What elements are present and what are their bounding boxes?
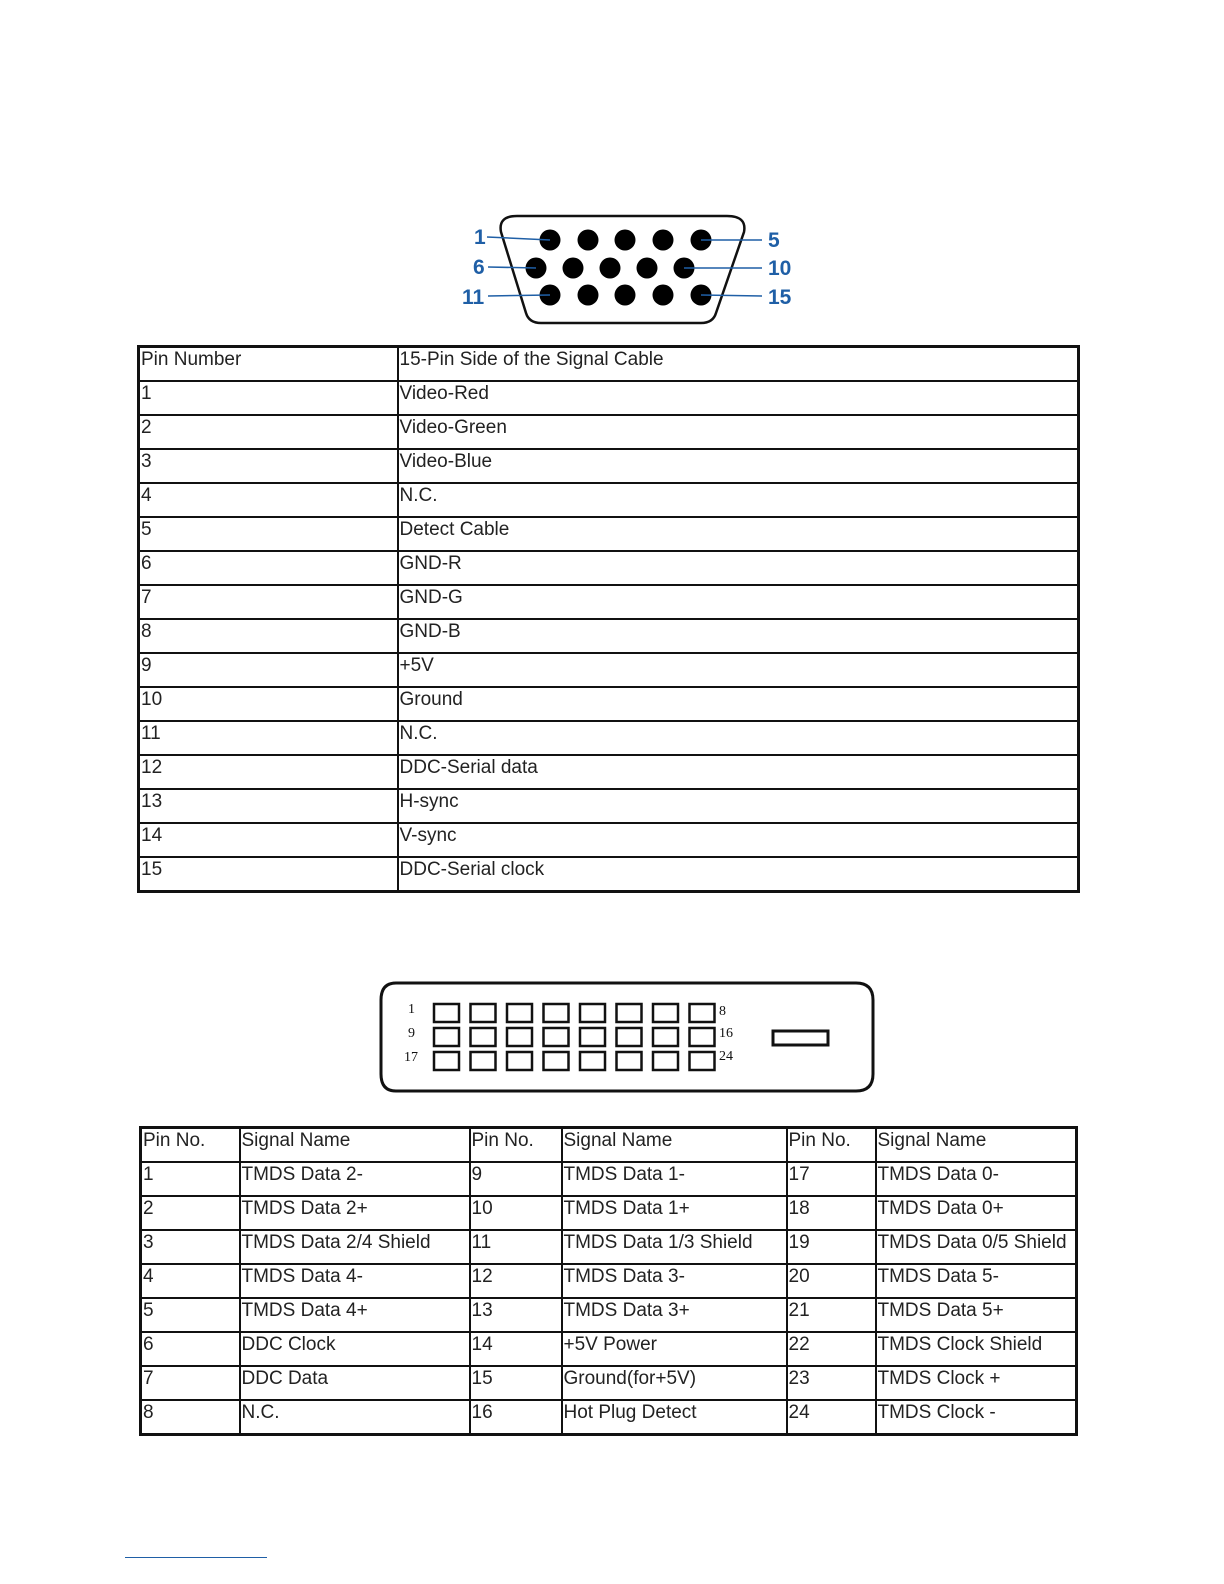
table-cell: H-sync xyxy=(398,789,1079,823)
table-cell: TMDS Clock Shield xyxy=(876,1332,1077,1366)
table-cell: TMDS Data 1/3 Shield xyxy=(562,1230,787,1264)
dvi-label-pin-1: 1 xyxy=(408,1002,415,1017)
table-cell: N.C. xyxy=(398,483,1079,517)
table-row xyxy=(141,1196,1077,1230)
table-row xyxy=(139,415,1079,449)
table-row xyxy=(139,687,1079,721)
table-cell: 10 xyxy=(470,1196,562,1230)
table-row xyxy=(139,449,1079,483)
table-row xyxy=(141,1264,1077,1298)
column-header: Signal Name xyxy=(562,1128,787,1163)
table-cell: 2 xyxy=(139,415,398,449)
table-row xyxy=(139,619,1079,653)
table-cell: 11 xyxy=(139,721,398,755)
table-cell: GND-R xyxy=(398,551,1079,585)
vga-pin xyxy=(578,285,599,306)
table-cell: TMDS Data 3- xyxy=(562,1264,787,1298)
table-row xyxy=(139,483,1079,517)
table-cell: 11 xyxy=(470,1230,562,1264)
table-cell: N.C. xyxy=(240,1400,470,1435)
table-cell: TMDS Data 2- xyxy=(240,1162,470,1196)
vga-pin xyxy=(615,230,636,251)
dvi-pin xyxy=(690,1028,715,1046)
table-row xyxy=(139,857,1079,892)
dvi-pin xyxy=(653,1004,678,1022)
dvi-pin-table xyxy=(139,1126,1078,1436)
dvi-pin xyxy=(434,1004,459,1022)
table-row xyxy=(139,755,1079,789)
footer-rule xyxy=(125,1557,267,1558)
dvi-pin xyxy=(471,1028,496,1046)
table-row xyxy=(141,1332,1077,1366)
table-cell: 7 xyxy=(141,1366,240,1400)
table-cell: TMDS Data 5+ xyxy=(876,1298,1077,1332)
vga-label-pin-15: 15 xyxy=(768,286,792,309)
table-cell: 5 xyxy=(139,517,398,551)
table-cell: 24 xyxy=(787,1400,876,1435)
dvi-pin xyxy=(617,1052,642,1070)
table-cell: 18 xyxy=(787,1196,876,1230)
table-header-row xyxy=(139,347,1079,382)
table-cell: 4 xyxy=(141,1264,240,1298)
table-cell: Video-Red xyxy=(398,381,1079,415)
table-row xyxy=(139,517,1079,551)
dvi-label-pin-24: 24 xyxy=(719,1049,733,1064)
table-row xyxy=(139,585,1079,619)
dvi-pin xyxy=(507,1028,532,1046)
table-cell: 9 xyxy=(139,653,398,687)
table-cell: 4 xyxy=(139,483,398,517)
table-cell: 13 xyxy=(470,1298,562,1332)
dvi-pin xyxy=(690,1004,715,1022)
table-cell: TMDS Data 4+ xyxy=(240,1298,470,1332)
column-header: Signal Name xyxy=(876,1128,1077,1163)
vga-pin xyxy=(563,258,584,279)
table-cell: TMDS Data 3+ xyxy=(562,1298,787,1332)
table-cell: Video-Green xyxy=(398,415,1079,449)
dvi-pin xyxy=(617,1028,642,1046)
table-cell: 3 xyxy=(141,1230,240,1264)
table-cell: 8 xyxy=(139,619,398,653)
table-row xyxy=(141,1162,1077,1196)
table-cell: 14 xyxy=(470,1332,562,1366)
dvi-connector-diagram xyxy=(376,978,876,1100)
table-cell: +5V xyxy=(398,653,1079,687)
table-cell: DDC-Serial clock xyxy=(398,857,1079,892)
vga-pin xyxy=(653,230,674,251)
table-cell: 6 xyxy=(141,1332,240,1366)
vga-pin xyxy=(600,258,621,279)
table-cell: TMDS Data 0- xyxy=(876,1162,1077,1196)
dvi-connector-shell xyxy=(381,983,873,1091)
table-cell: Ground xyxy=(398,687,1079,721)
table-row xyxy=(139,823,1079,857)
dvi-pin xyxy=(544,1004,569,1022)
table-cell: GND-B xyxy=(398,619,1079,653)
dvi-label-pin-9: 9 xyxy=(408,1026,415,1041)
table-cell: TMDS Data 1- xyxy=(562,1162,787,1196)
table-cell: 9 xyxy=(470,1162,562,1196)
column-header: Signal Name xyxy=(240,1128,470,1163)
column-header: Pin No. xyxy=(141,1128,240,1163)
table-row xyxy=(141,1298,1077,1332)
table-cell: 15 xyxy=(139,857,398,892)
table-cell: 13 xyxy=(139,789,398,823)
dvi-pin xyxy=(580,1052,605,1070)
table-cell: TMDS Data 1+ xyxy=(562,1196,787,1230)
table-cell: 1 xyxy=(139,381,398,415)
vga-pin-row-2 xyxy=(526,258,695,279)
dvi-pin xyxy=(471,1004,496,1022)
vga-label-pin-6: 6 xyxy=(473,256,485,279)
dvi-pin xyxy=(580,1004,605,1022)
dvi-pin xyxy=(544,1052,569,1070)
column-header: Pin No. xyxy=(787,1128,876,1163)
table-cell: Hot Plug Detect xyxy=(562,1400,787,1435)
table-cell: 14 xyxy=(139,823,398,857)
vga-connector-diagram xyxy=(455,208,805,333)
dvi-label-pin-16: 16 xyxy=(719,1026,733,1041)
table-cell: 23 xyxy=(787,1366,876,1400)
table-cell: 8 xyxy=(141,1400,240,1435)
dvi-label-pin-17: 17 xyxy=(404,1050,418,1065)
table-cell: V-sync xyxy=(398,823,1079,857)
table-cell: 16 xyxy=(470,1400,562,1435)
table-cell: 21 xyxy=(787,1298,876,1332)
table-cell: 6 xyxy=(139,551,398,585)
dvi-label-pin-8: 8 xyxy=(719,1004,726,1019)
table-cell: TMDS Data 2/4 Shield xyxy=(240,1230,470,1264)
table-cell: TMDS Data 0+ xyxy=(876,1196,1077,1230)
vga-label-pin-11: 11 xyxy=(462,286,485,309)
vga-pin xyxy=(637,258,658,279)
dvi-pin xyxy=(690,1052,715,1070)
dvi-pin xyxy=(507,1052,532,1070)
table-cell: DDC Data xyxy=(240,1366,470,1400)
table-cell: 10 xyxy=(139,687,398,721)
dvi-pin xyxy=(471,1052,496,1070)
table-cell: 15 xyxy=(470,1366,562,1400)
table-cell: GND-G xyxy=(398,585,1079,619)
dvi-pin xyxy=(617,1004,642,1022)
table-cell: Video-Blue xyxy=(398,449,1079,483)
vga-pin xyxy=(615,285,636,306)
table-cell: TMDS Data 0/5 Shield xyxy=(876,1230,1077,1264)
table-cell: TMDS Clock + xyxy=(876,1366,1077,1400)
dvi-pin xyxy=(653,1052,678,1070)
table-row xyxy=(141,1366,1077,1400)
dvi-pin xyxy=(580,1028,605,1046)
table-cell: +5V Power xyxy=(562,1332,787,1366)
vga-pin-table xyxy=(137,345,1080,893)
table-cell: Detect Cable xyxy=(398,517,1079,551)
table-cell: 3 xyxy=(139,449,398,483)
table-row xyxy=(139,789,1079,823)
vga-label-pin-1: 1 xyxy=(474,226,486,249)
table-cell: Ground(for+5V) xyxy=(562,1366,787,1400)
vga-pin-row-3 xyxy=(540,285,712,306)
vga-label-pin-5: 5 xyxy=(768,229,780,252)
table-cell: 5 xyxy=(141,1298,240,1332)
table-row xyxy=(139,721,1079,755)
table-cell: DDC Clock xyxy=(240,1332,470,1366)
table-cell: 17 xyxy=(787,1162,876,1196)
table-cell: DDC-Serial data xyxy=(398,755,1079,789)
table-cell: 7 xyxy=(139,585,398,619)
table-cell: N.C. xyxy=(398,721,1079,755)
table-cell: 22 xyxy=(787,1332,876,1366)
vga-label-pin-10: 10 xyxy=(768,257,792,280)
column-header: 15-Pin Side of the Signal Cable xyxy=(398,347,1079,382)
dvi-pin-grid xyxy=(434,1004,715,1070)
table-cell: 2 xyxy=(141,1196,240,1230)
table-cell: 12 xyxy=(470,1264,562,1298)
table-cell: TMDS Data 4- xyxy=(240,1264,470,1298)
dvi-pin xyxy=(653,1028,678,1046)
table-cell: TMDS Data 5- xyxy=(876,1264,1077,1298)
vga-pin xyxy=(578,230,599,251)
table-row xyxy=(141,1230,1077,1264)
vga-pin xyxy=(653,285,674,306)
vga-pin-row-1 xyxy=(540,230,712,251)
table-cell: 1 xyxy=(141,1162,240,1196)
dvi-blade-slot xyxy=(773,1031,828,1045)
dvi-pin xyxy=(544,1028,569,1046)
table-row xyxy=(139,551,1079,585)
table-row xyxy=(139,653,1079,687)
dvi-pin xyxy=(434,1052,459,1070)
table-cell: 19 xyxy=(787,1230,876,1264)
dvi-pin xyxy=(507,1004,532,1022)
column-header: Pin Number xyxy=(139,347,398,382)
table-row xyxy=(141,1400,1077,1435)
dvi-pin xyxy=(434,1028,459,1046)
table-header-row xyxy=(141,1128,1077,1163)
table-cell: TMDS Data 2+ xyxy=(240,1196,470,1230)
table-cell: 12 xyxy=(139,755,398,789)
table-cell: 20 xyxy=(787,1264,876,1298)
column-header: Pin No. xyxy=(470,1128,562,1163)
table-row xyxy=(139,381,1079,415)
table-cell: TMDS Clock - xyxy=(876,1400,1077,1435)
